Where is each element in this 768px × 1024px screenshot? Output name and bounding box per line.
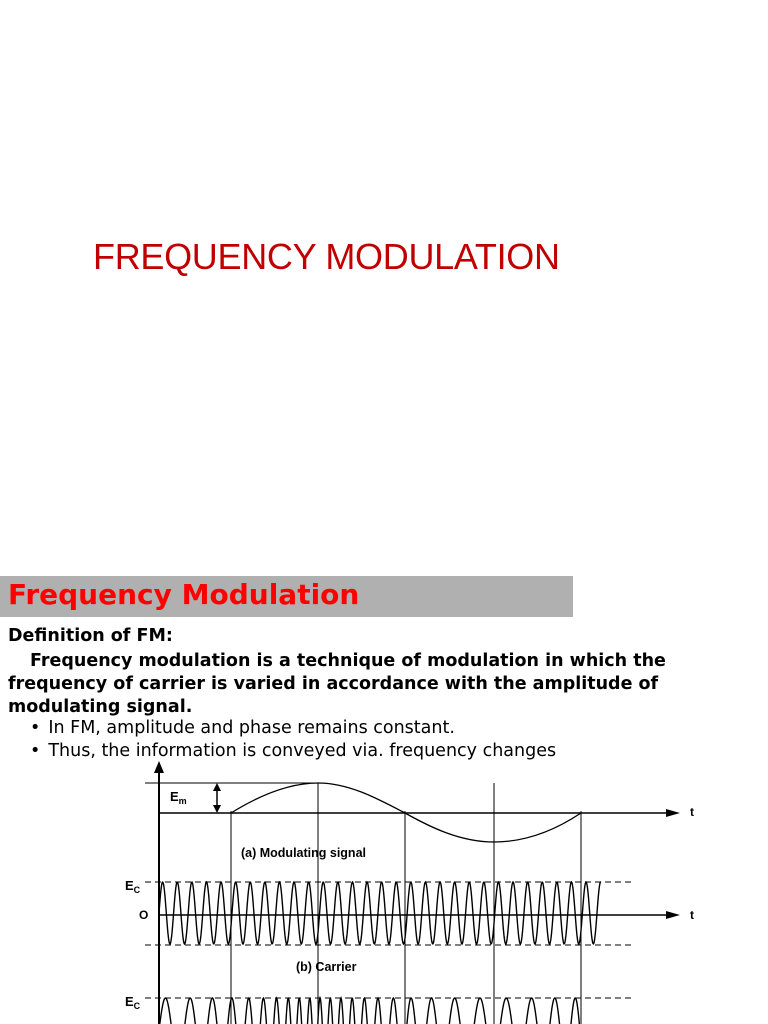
section-title: Frequency Modulation [8, 578, 360, 611]
definition-text [8, 650, 743, 719]
slide-title: FREQUENCY MODULATION [93, 236, 560, 277]
fm-ec-label: $E_C$ [125, 994, 141, 1011]
definition-line: modulating signal. [8, 697, 193, 717]
caption-carrier: (b) Carrier [296, 960, 357, 974]
arrow-down-icon [213, 805, 221, 813]
guide-lines [231, 783, 581, 1024]
time-axis-arrow-icon [666, 911, 680, 919]
arrow-up-icon [213, 783, 221, 791]
fm-wave [159, 998, 581, 1024]
y-axis-arrow-icon [154, 761, 164, 773]
time-axis-arrow-icon [666, 809, 680, 817]
axis-t-label: t [690, 908, 694, 922]
fm-waveform-diagram [0, 755, 768, 1024]
bullet-item: • Thus, the information is conveyed via. frequency changes [30, 740, 556, 763]
definition-line: frequency of carrier is varied in accordance with the amplitude of [8, 674, 659, 694]
ec-label: $E_C$ [125, 878, 141, 895]
section-banner [0, 576, 573, 617]
zero-label: O [139, 908, 149, 922]
carrier-wave [159, 882, 601, 944]
axis-t-label: t [690, 805, 694, 819]
definition-heading: Definition of FM: [8, 626, 173, 646]
caption-modulating: (a) Modulating signal [241, 846, 366, 860]
em-label: $E_m$ [170, 789, 187, 806]
bullet-item: • In FM, amplitude and phase remains constant. [30, 717, 556, 740]
definition-line: Frequency modulation is a technique of modulation in which the [30, 651, 666, 671]
